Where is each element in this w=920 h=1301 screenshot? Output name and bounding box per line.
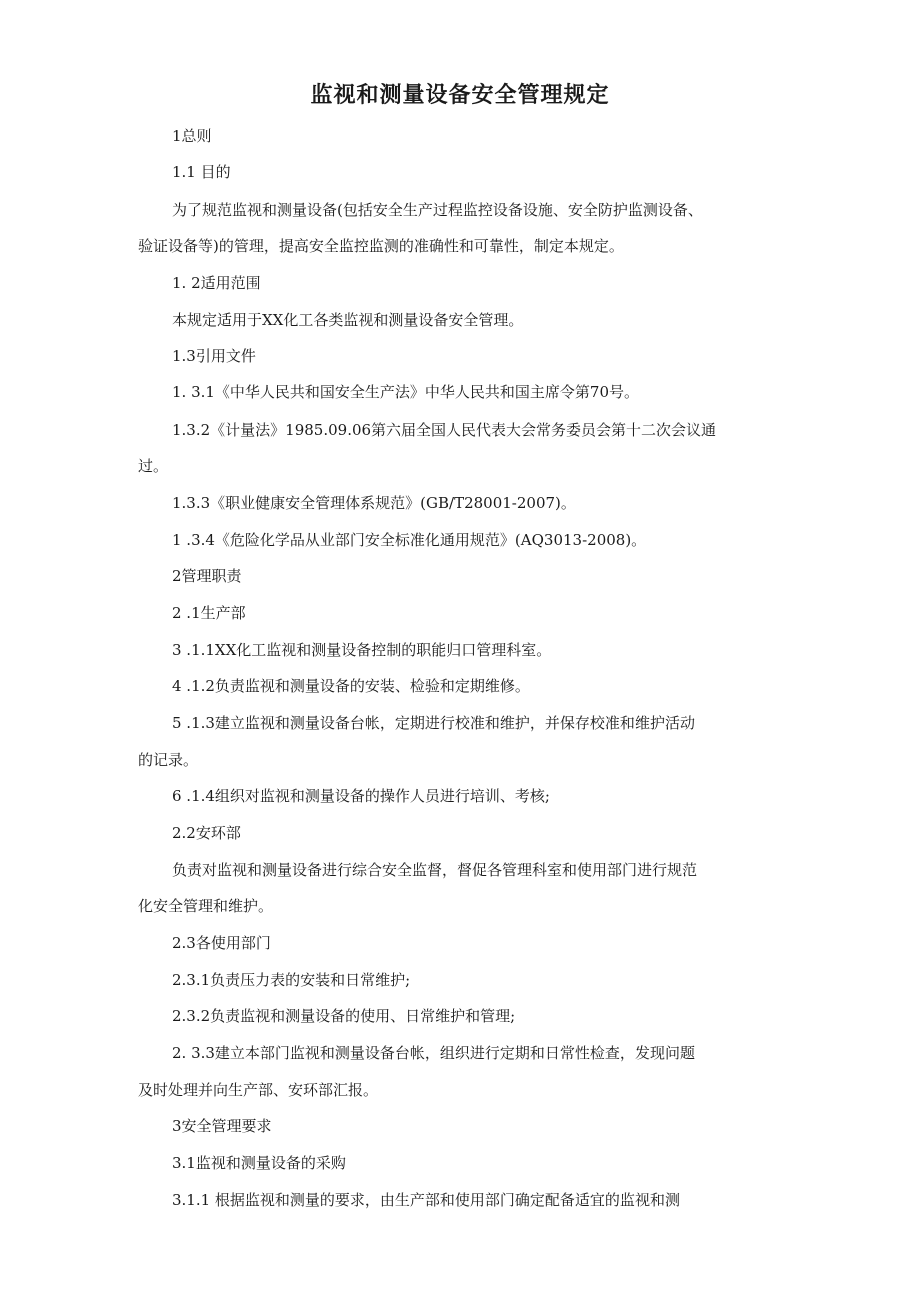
- item-2-1-1: 3 .1.1XX化工监视和测量设备控制的职能归口管理科室。: [172, 641, 552, 659]
- item-2-1-3-line-1: 5 .1.3建立监视和测量设备台帐，定期进行校准和维护，并保存校准和维护活动: [172, 714, 695, 732]
- item-3-1-1-line-1: 3.1.1 根据监视和测量的要求，由生产部和使用部门确定配备适宜的监视和测: [172, 1191, 680, 1209]
- reference-1-3-3: 1.3.3《职业健康安全管理体系规范》(GB/T28001-2007)。: [172, 494, 576, 512]
- item-2-1-4: 6 .1.4组织对监视和测量设备的操作人员进行培训、考核;: [172, 787, 550, 805]
- paragraph-purpose-line-2: 验证设备等)的管理，提高安全监控监测的准确性和可靠性，制定本规定。: [138, 237, 624, 255]
- heading-3-1-procurement: 3.1监视和测量设备的采购: [172, 1154, 346, 1172]
- heading-1-1-purpose: 1.1 目的: [172, 163, 231, 181]
- heading-1-general: 1总则: [172, 127, 212, 145]
- paragraph-scope: 本规定适用于XX化工各类监视和测量设备安全管理。: [172, 311, 524, 329]
- reference-1-3-1: 1. 3.1《中华人民共和国安全生产法》中华人民共和国主席令第70号。: [172, 383, 640, 401]
- paragraph-safety-line-1: 负责对监视和测量设备进行综合安全监督，督促各管理科室和使用部门进行规范: [172, 861, 698, 879]
- item-2-3-3-line-2: 及时处理并向生产部、安环部汇报。: [138, 1081, 379, 1099]
- item-2-1-2: 4 .1.2负责监视和测量设备的安装、检验和定期维修。: [172, 677, 530, 695]
- item-2-3-3-line-1: 2. 3.3建立本部门监视和测量设备台帐，组织进行定期和日常性检查，发现问题: [172, 1044, 695, 1062]
- heading-2-responsibilities: 2管理职责: [172, 567, 242, 585]
- reference-1-3-4: 1 .3.4《危险化学品从业部门安全标准化通用规范》(AQ3013-2008)。: [172, 531, 647, 549]
- document-title: 监视和测量设备安全管理规定: [310, 83, 610, 108]
- item-2-1-3-line-2: 的记录。: [138, 751, 199, 769]
- reference-1-3-2-line-1: 1.3.2《计量法》1985.09.06第六届全国人民代表大会常务委员会第十二次会议通: [172, 421, 717, 439]
- item-2-3-2: 2.3.2负责监视和测量设备的使用、日常维护和管理;: [172, 1007, 516, 1025]
- reference-1-3-2-line-2: 过。: [138, 457, 169, 475]
- paragraph-safety-line-2: 化安全管理和维护。: [138, 897, 274, 915]
- heading-3-requirements: 3安全管理要求: [172, 1117, 272, 1135]
- heading-1-3-references: 1.3引用文件: [172, 347, 256, 365]
- heading-2-3-departments: 2.3各使用部门: [172, 934, 271, 952]
- heading-2-1-production: 2 .1生产部: [172, 604, 246, 622]
- heading-2-2-safety: 2.2安环部: [172, 824, 241, 842]
- paragraph-purpose-line-1: 为了规范监视和测量设备(包括安全生产过程监控设备设施、安全防护监测设备、: [172, 201, 703, 219]
- heading-1-2-scope: 1. 2适用范围: [172, 274, 261, 292]
- item-2-3-1: 2.3.1负责压力表的安装和日常维护;: [172, 971, 411, 989]
